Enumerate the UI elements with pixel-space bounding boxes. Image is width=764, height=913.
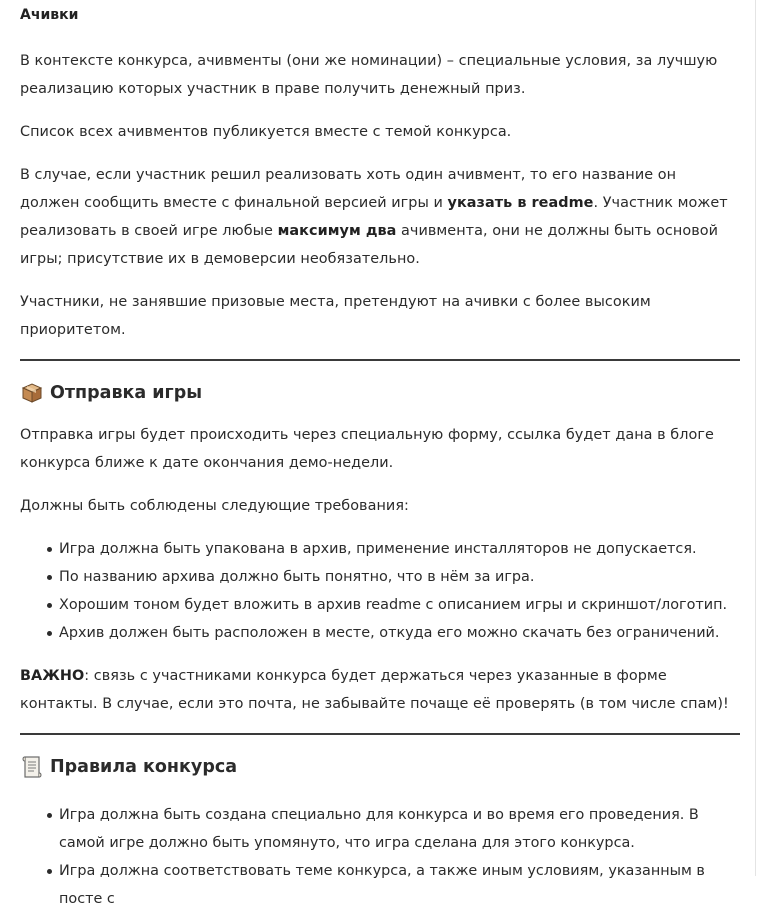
- list-item: Игра должна соответствовать теме конкурса, а также иным условиям, указанным в посте с: [20, 857, 740, 913]
- article-content: [20, 0, 740, 913]
- section-divider: [20, 733, 740, 735]
- achievements-heading: Ачивки: [20, 7, 79, 23]
- submission-paragraph-1: Отправка игры будет происходить через специальную форму, ссылка будет дана в блоге конкурса ближе к дате окончания демо-недели.: [20, 427, 714, 471]
- readme-emphasis: указать в readme: [447, 195, 594, 211]
- list-item: По названию архива должно быть понятно, что в нём за игра.: [20, 563, 740, 591]
- important-notice: ВАЖНО: связь с участниками конкурса будет держаться через указанные в форме контакты. В случае, если это почта, не забывайте почаще её проверять (в том числе спам)!: [20, 668, 729, 712]
- page-border: [755, 0, 756, 876]
- submission-heading-text: Отправка игры: [50, 383, 203, 403]
- achievements-paragraph-3: В случае, если участник решил реализовать хоть один ачивмент, то его название он должен сообщить вместе с финальной версией игры и указать в readme. Участник может реализовать в своей игре любые максимум два ачивмента, они не должны быть основой игры; присутствие их в демоверсии необязательно.: [20, 167, 728, 267]
- submission-paragraph-2: Должны быть соблюдены следующие требования:: [20, 498, 409, 514]
- submission-heading: [20, 381, 740, 405]
- list-item: Хорошим тоном будет вложить в архив readme с описанием игры и скриншот/логотип.: [20, 591, 740, 619]
- rules-heading-text: Правила конкурса: [50, 757, 238, 777]
- section-divider: [20, 359, 740, 361]
- package-icon: [20, 381, 44, 405]
- achievements-paragraph-4: Участники, не занявшие призовые места, претендуют на ачивки с более высоким приоритетом.: [20, 294, 651, 338]
- list-item: Игра должна быть упакована в архив, применение инсталляторов не допускается.: [20, 535, 740, 563]
- achievements-paragraph-1: В контексте конкурса, ачивменты (они же номинации) – специальные условия, за лучшую реализацию которых участник в праве получить денежный приз.: [20, 53, 718, 97]
- scroll-icon: [20, 755, 44, 779]
- submission-requirements-list: [20, 535, 740, 647]
- list-item: Игра должна быть создана специально для конкурса и во время его проведения. В самой игре должно быть упомянуто, что игра сделана для этого конкурса.: [20, 801, 740, 857]
- achievements-paragraph-2: Список всех ачивментов публикуется вместе с темой конкурса.: [20, 124, 512, 140]
- list-item: Архив должен быть расположен в месте, откуда его можно скачать без ограничений.: [20, 619, 740, 647]
- rules-heading: [20, 755, 740, 779]
- rules-list: [20, 801, 740, 913]
- important-label: ВАЖНО: [20, 668, 85, 684]
- max-two-emphasis: максимум два: [277, 223, 397, 239]
